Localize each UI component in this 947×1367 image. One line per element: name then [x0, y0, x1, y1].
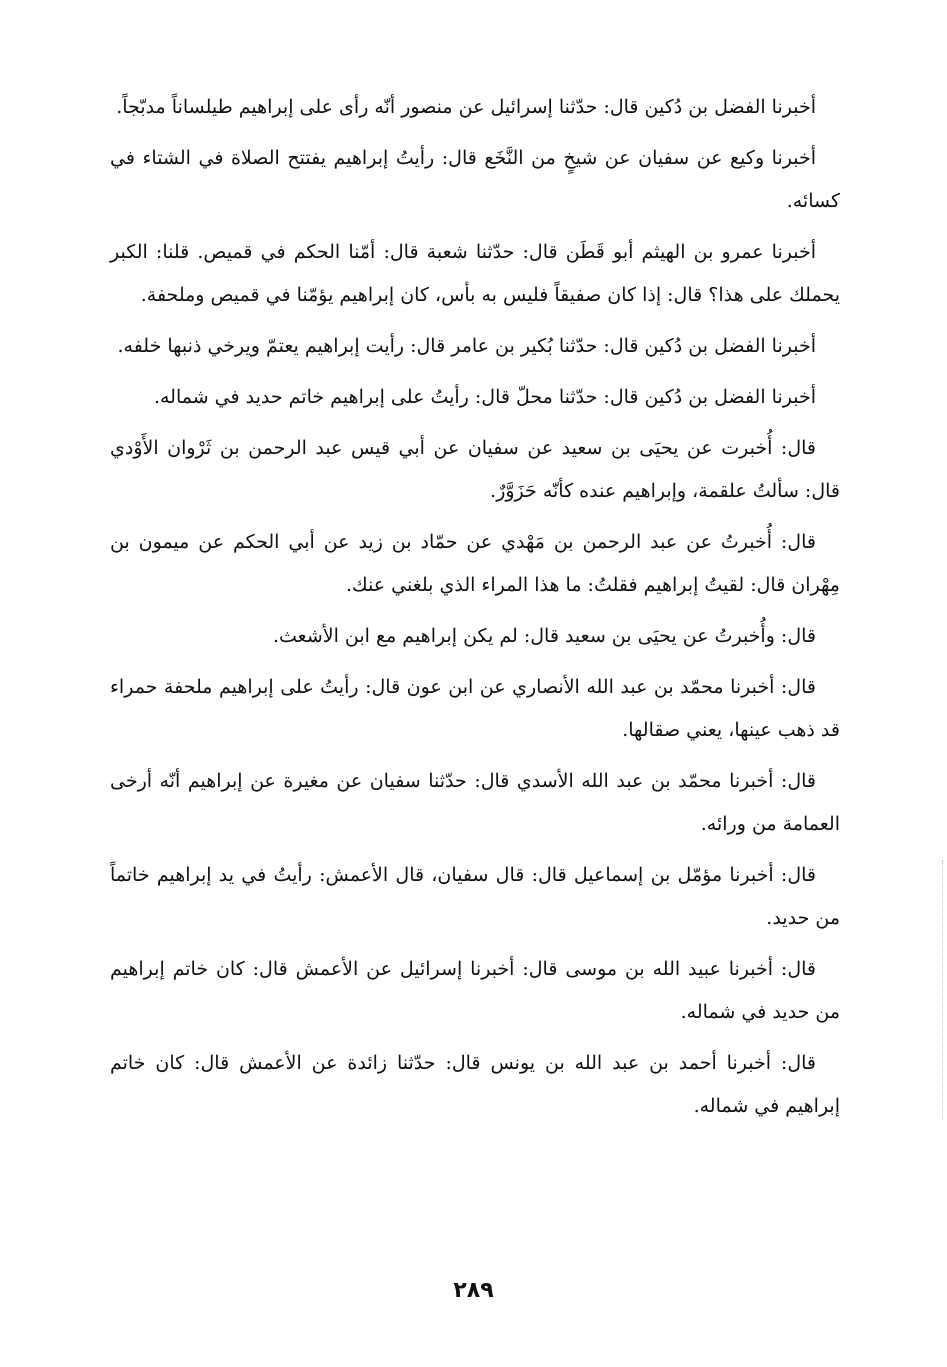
paragraph-5: أخبرنا الفضل بن دُكين قال: حدّثنا محلّ قال: رأيتُ على إبراهيم خاتم حديد في شماله. — [153, 386, 816, 408]
paragraph-3: أخبرنا عمرو بن الهيثم أبو قَطَن قال: حدّثنا شعبة قال: أمّنا الحكم في قميص. قلنا: الكبر يحملك على هذا؟ قال: إذا كان صفيقاً فليس به بأس، كان إبراهيم يؤمّنا في قميص وملحفة. — [110, 241, 840, 306]
page-number: ٢٨٩ — [453, 1278, 494, 1303]
paragraph-8: قال: وأُخبرتُ عن يحيَى بن سعيد قال: لم يكن إبراهيم مع ابن الأشعث. — [272, 625, 816, 647]
body-text — [110, 86, 840, 1136]
paragraph-12: قال: أخبرنا عبيد الله بن موسى قال: أخبرنا إسرائيل عن الأعمش قال: كان خاتم إبراهيم من حديد في شماله. — [110, 958, 840, 1023]
paragraph-6: قال: أُخبرت عن يحيَى بن سعيد عن سفيان عن أبي قيس عبد الرحمن بن ثَرْوان الأَوْدي قال: سألتُ علقمة، وإبراهيم عنده كأنّه حَزَوَّرٌ. — [110, 437, 840, 502]
paragraph-2: أخبرنا وكيع عن سفيان عن شيخٍ من النَّخَع قال: رأيتُ إبراهيم يفتتح الصلاة في الشتاء في كسائه. — [110, 147, 840, 212]
paragraph-4: أخبرنا الفضل بن دُكين قال: حدّثنا بُكير بن عامر قال: رأيت إبراهيم يعتمّ ويرخي ذنبها خلفه. — [117, 335, 816, 357]
paragraph-11: قال: أخبرنا مؤمّل بن إسماعيل قال: قال سفيان، قال الأعمش: رأيتُ في يد إبراهيم خاتماً من حديد. — [110, 864, 840, 929]
paragraph-9: قال: أخبرنا محمّد بن عبد الله الأنصاري عن ابن عون قال: رأيتُ على إبراهيم ملحفة حمراء قد ذهب عينها، يعني صقالها. — [110, 676, 840, 741]
paragraph-7: قال: أُخبرتُ عن عبد الرحمن بن مَهْدي عن حمّاد بن زيد عن أبي الحكم عن ميمون بن مِهْران قال: لقيتُ إبراهيم فقلتُ: ما هذا المراء الذي بلغني عنك. — [110, 531, 840, 596]
margin-scan-dots — [939, 860, 943, 1120]
paragraph-13: قال: أخبرنا أحمد بن عبد الله بن يونس قال: حدّثنا زائدة عن الأعمش قال: كان خاتم إبراهيم في شماله. — [110, 1052, 840, 1117]
paragraph-10: قال: أخبرنا محمّد بن عبد الله الأسدي قال: حدّثنا سفيان عن مغيرة عن إبراهيم أنّه أرخى العمامة من ورائه. — [110, 770, 840, 835]
paragraph-1: أخبرنا الفضل بن دُكين قال: حدّثنا إسرائيل عن منصور أنّه رأى على إبراهيم طيلساناً مدبّجاً. — [116, 96, 816, 118]
